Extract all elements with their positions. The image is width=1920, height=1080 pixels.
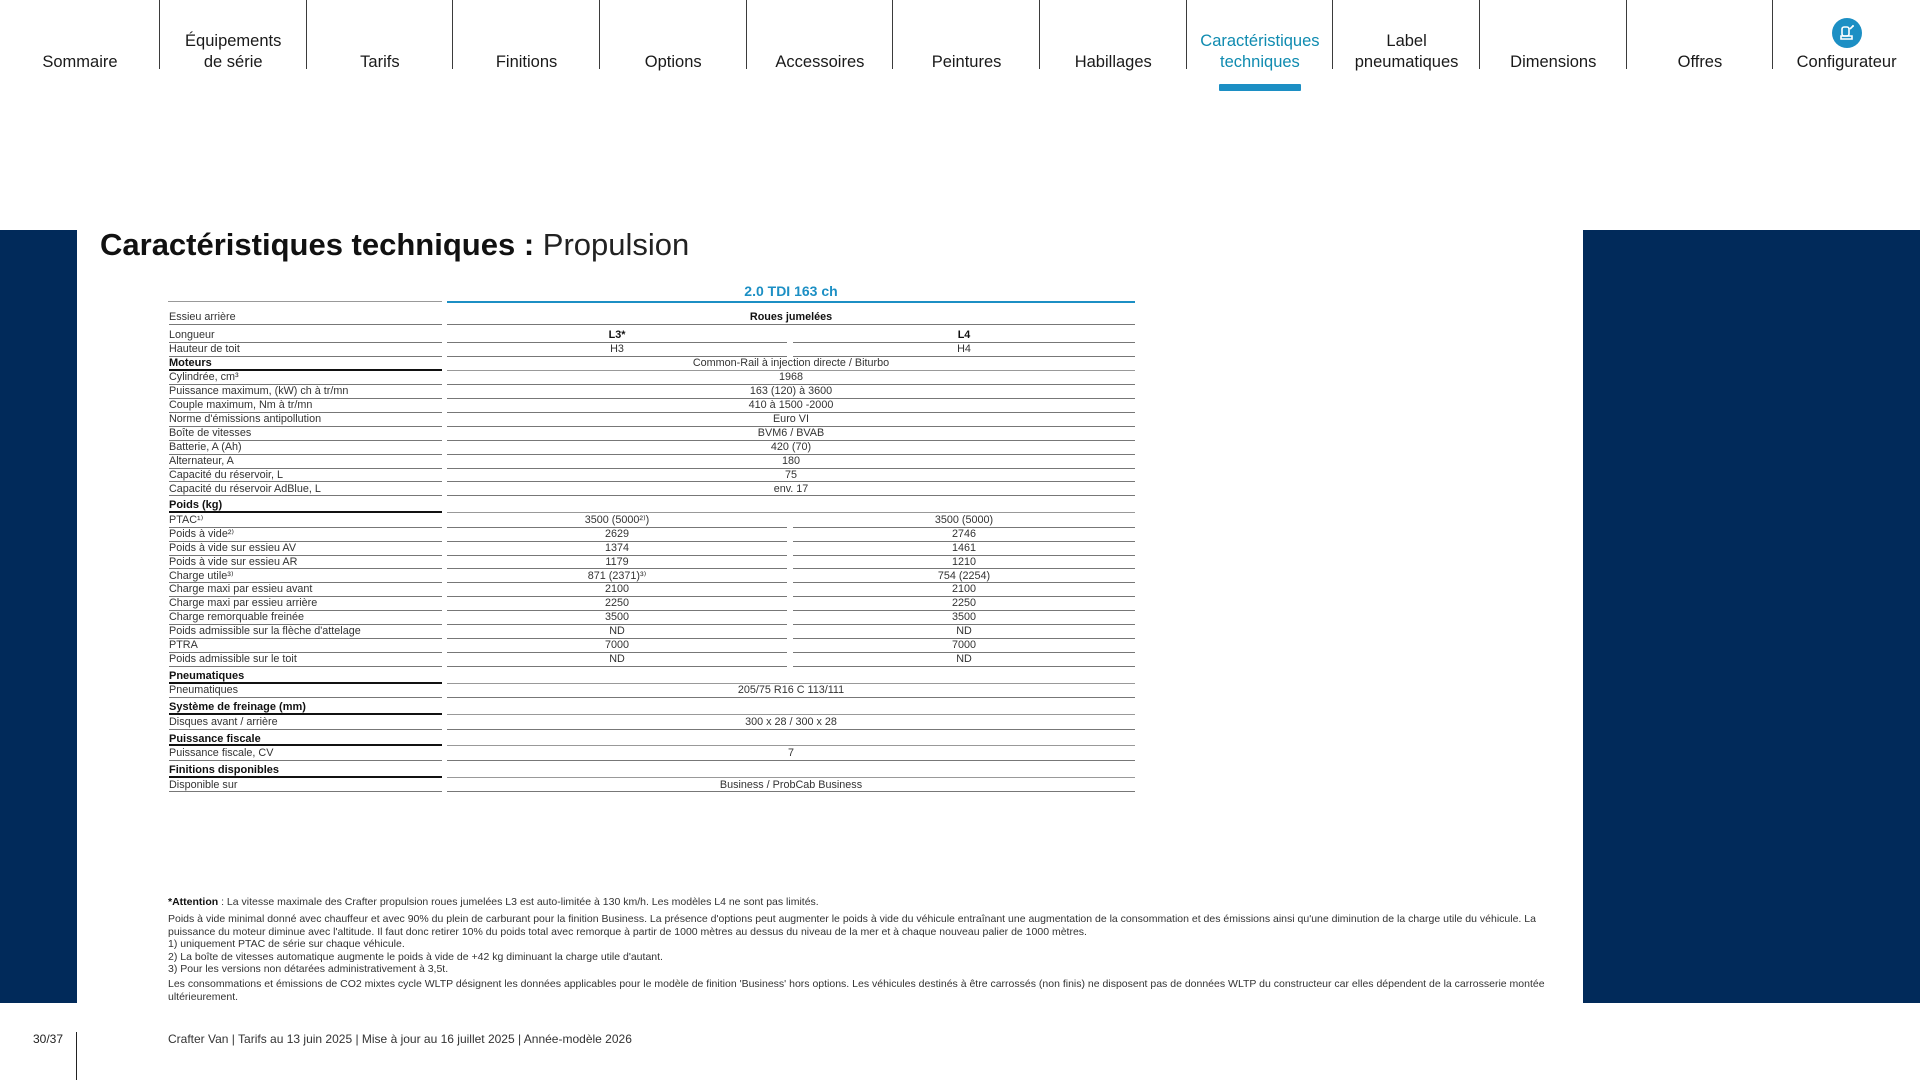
nav-label-line2: Peintures	[931, 53, 1002, 71]
nav-equipements-de-serie[interactable]	[160, 0, 307, 100]
nav-label-line1: Caractéristiques	[1200, 32, 1320, 50]
spec-label: Pneumatiques	[169, 670, 442, 684]
spec-value-l3: L3*	[447, 329, 787, 343]
spec-label: Couple maximum, Nm à tr/mn	[169, 399, 442, 413]
spec-row	[168, 385, 1140, 399]
spec-value-l3: 1374	[447, 542, 787, 556]
nav-separator	[1772, 0, 1773, 69]
spec-label: Hauteur de toit	[169, 343, 442, 357]
spec-value	[447, 499, 1135, 513]
spec-value-l4: L4	[793, 329, 1135, 343]
label-column-top-rule	[168, 301, 442, 302]
nav-sommaire[interactable]	[0, 0, 160, 100]
spec-label: Puissance maximum, (kW) ch à tr/mn	[169, 385, 442, 399]
spec-value-l3: ND	[447, 625, 787, 639]
spec-row	[168, 329, 1140, 343]
nav-separator	[1626, 0, 1627, 69]
nav-tarifs[interactable]	[307, 0, 454, 100]
nav-label-line2: Offres	[1677, 53, 1723, 71]
spec-label: Système de freinage (mm)	[169, 701, 442, 715]
nav-options[interactable]	[600, 0, 747, 100]
spec-value: Business / ProbCab Business	[447, 779, 1135, 793]
footnote-2: 2) La boîte de vitesses automatique augmente le poids à vide de +42 kg diminuant la charge utile d'autant.	[168, 950, 663, 963]
spec-value-l3: 871 (2371)³⁾	[447, 570, 787, 584]
spec-value: 1968	[447, 371, 1135, 385]
spec-label: Pneumatiques	[169, 684, 442, 698]
nav-label-line2: Habillages	[1074, 53, 1152, 71]
nav-dimensions[interactable]	[1480, 0, 1627, 100]
spec-row	[168, 570, 1140, 584]
spec-row	[168, 542, 1140, 556]
spec-label: Poids à vide sur essieu AV	[169, 542, 442, 556]
spec-label: Poids à vide²⁾	[169, 528, 442, 542]
footnote-3: 3) Pour les versions non détarées administrativement à 3,5t.	[168, 963, 449, 976]
footnote-1: 1) uniquement PTAC de série sur chaque véhicule.	[168, 938, 405, 951]
spec-label: Boîte de vitesses	[169, 427, 442, 441]
spec-value: Roues jumelées	[447, 308, 1135, 325]
spec-value: 410 à 1500 -2000	[447, 399, 1135, 413]
nav-label-line1: Label	[1386, 32, 1427, 50]
spec-value: 300 x 28 / 300 x 28	[447, 716, 1135, 730]
nav-separator	[1039, 0, 1040, 69]
spec-row	[168, 625, 1140, 639]
footnote-wltp: Les consommations et émissions de CO2 mixtes cycle WLTP désignent les données applicables pour le modèle de finition 'Business' hors options. Les véhicules destinés à être carrossés (non finis) ne disposent pas de données WLTP du constructeur car elles dépendent de la carrosserie montée ultérieurement.	[168, 978, 1545, 1003]
footer-caption: Crafter Van | Tarifs au 13 juin 2025 | Mise à jour au 16 juillet 2025 | Année-modèle 2026	[168, 1032, 632, 1046]
spec-row	[168, 483, 1140, 497]
nav-separator	[892, 0, 893, 69]
spec-label: Alternateur, A	[169, 455, 442, 469]
nav-label-line2: Options	[644, 53, 702, 71]
footnote-weight: Poids à vide minimal donné avec chauffeur et avec 90% du plein de carburant pour la finition Business. La présence d'options peut augmenter le poids à vide du véhicule entraînant une augmentation de la consommation et des émissions ainsi qu'une diminution de la charge utile du véhicule. La puissance du moteur diminue avec l'altitude. Il faut donc retirer 10% du poids total avec remorque à partir de 1000 mètres au dessus du niveau de la mer et à chaque nouveau palier de 1000 mètres.	[168, 913, 1536, 938]
nav-finitions[interactable]	[453, 0, 600, 100]
spec-label: Poids (kg)	[169, 499, 442, 513]
spec-label: Charge utile³⁾	[169, 570, 442, 584]
attention-text: : La vitesse maximale des Crafter propulsion roues jumelées L3 est auto-limitée à 130 km/h. Les modèles L4 ne sont pas limités.	[218, 896, 819, 908]
spec-value-l4: 754 (2254)	[793, 570, 1135, 584]
spec-label: Puissance fiscale	[169, 733, 442, 747]
spec-value: 420 (70)	[447, 441, 1135, 455]
spec-row	[168, 653, 1140, 667]
spec-row	[168, 343, 1140, 357]
active-tab-indicator	[1219, 84, 1301, 91]
spec-section-row	[168, 733, 1140, 747]
spec-value-l3: 3500	[447, 611, 787, 625]
spec-value-l4: 2250	[793, 597, 1135, 611]
spec-label: Cylindrée, cm³	[169, 371, 442, 385]
top-navigation	[0, 0, 1920, 100]
spec-value-l4: 3500	[793, 611, 1135, 625]
page-title-bold: Caractéristiques techniques :	[100, 227, 535, 262]
nav-separator	[1332, 0, 1333, 69]
nav-caracteristiques-techniques[interactable]	[1187, 0, 1334, 100]
nav-label-line2: Dimensions	[1510, 53, 1597, 71]
spec-label: Poids à vide sur essieu AR	[169, 556, 442, 570]
spec-label: Charge maxi par essieu avant	[169, 583, 442, 597]
footnote-block	[168, 913, 1558, 975]
spec-row	[168, 413, 1140, 427]
engine-header: 2.0 TDI 163 ch	[447, 280, 1135, 303]
spec-label: Poids admissible sur le toit	[169, 653, 442, 667]
spec-value-l4: ND	[793, 653, 1135, 667]
spec-row	[168, 556, 1140, 570]
spec-value: env. 17	[447, 483, 1135, 497]
nav-label-line2: Accessoires	[775, 53, 865, 71]
nav-separator	[452, 0, 453, 69]
spec-value: Euro VI	[447, 413, 1135, 427]
spec-label: Capacité du réservoir, L	[169, 469, 442, 483]
nav-label-line2: techniques	[1220, 53, 1300, 71]
spec-row	[168, 639, 1140, 653]
spec-value-l4: 1461	[793, 542, 1135, 556]
nav-peintures[interactable]	[893, 0, 1040, 100]
right-accent-band	[1583, 230, 1920, 1003]
spec-value-l4: ND	[793, 625, 1135, 639]
nav-accessoires[interactable]	[747, 0, 894, 100]
spec-value: Common-Rail à injection directe / Biturbo	[447, 357, 1135, 371]
spec-row	[168, 371, 1140, 385]
spec-value-l3: 2629	[447, 528, 787, 542]
spec-row	[168, 597, 1140, 611]
nav-configurateur[interactable]	[1773, 0, 1920, 100]
spec-value: 205/75 R16 C 113/111	[447, 684, 1135, 698]
spec-label: Charge maxi par essieu arrière	[169, 597, 442, 611]
nav-label-pneumatiques[interactable]	[1333, 0, 1480, 100]
spec-value: 163 (120) à 3600	[447, 385, 1135, 399]
footer-divider	[76, 1032, 77, 1080]
nav-label-line2: de série	[203, 53, 263, 71]
spec-row	[168, 455, 1140, 469]
spec-row	[168, 399, 1140, 413]
nav-separator	[306, 0, 307, 69]
spec-value-l3: 1179	[447, 556, 787, 570]
spec-row	[168, 611, 1140, 625]
spec-row	[168, 684, 1140, 698]
spec-row	[168, 441, 1140, 455]
page-title	[100, 225, 689, 265]
spec-value-l3: 7000	[447, 639, 787, 653]
nav-habillages[interactable]	[1040, 0, 1187, 100]
spec-row	[168, 308, 1140, 325]
nav-label-line2: Tarifs	[360, 53, 400, 71]
spec-value	[447, 764, 1135, 778]
spec-value-l3: 3500 (5000²⁾)	[447, 514, 787, 528]
nav-separator	[599, 0, 600, 69]
nav-offres[interactable]	[1627, 0, 1774, 100]
spec-label: Capacité du réservoir AdBlue, L	[169, 483, 442, 497]
page-number: 30/37	[33, 1032, 64, 1046]
page-title-light: Propulsion	[542, 227, 690, 262]
spec-value-l4: H4	[793, 343, 1135, 357]
spec-value-l4: 2746	[793, 528, 1135, 542]
spec-section-row	[168, 701, 1140, 715]
spec-label: Finitions disponibles	[169, 764, 442, 778]
spec-row	[168, 469, 1140, 483]
spec-label: Batterie, A (Ah)	[169, 441, 442, 455]
nav-label-line2: Configurateur	[1796, 53, 1897, 71]
spec-row	[168, 583, 1140, 597]
spec-section-row	[168, 499, 1140, 513]
spec-value-l3: H3	[447, 343, 787, 357]
spec-value-l4: 2100	[793, 583, 1135, 597]
footnotes	[168, 896, 1558, 1008]
spec-label: Longueur	[169, 329, 442, 343]
spec-value-l3: 2100	[447, 583, 787, 597]
attention-note	[168, 896, 1558, 908]
spec-section-row	[168, 357, 1140, 371]
left-accent-band	[0, 230, 77, 1003]
spec-value-l3: 2250	[447, 597, 787, 611]
car-seat-icon-svg	[1838, 24, 1856, 42]
spec-value: BVM6 / BVAB	[447, 427, 1135, 441]
spec-row	[168, 716, 1140, 730]
spec-label: Disponible sur	[169, 779, 442, 793]
spec-label: Disques avant / arrière	[169, 716, 442, 730]
spec-value: 7	[447, 747, 1135, 761]
spec-section-row	[168, 764, 1140, 778]
spec-row	[168, 779, 1140, 793]
spec-section-row	[168, 670, 1140, 684]
spec-label: Norme d'émissions antipollution	[169, 413, 442, 427]
spec-value	[447, 733, 1135, 747]
nav-separator	[1479, 0, 1480, 69]
spec-value-l4: 3500 (5000)	[793, 514, 1135, 528]
nav-label-line1: Équipements	[185, 32, 282, 50]
spec-value-l4: 7000	[793, 639, 1135, 653]
spec-row	[168, 514, 1140, 528]
spec-value-l3: ND	[447, 653, 787, 667]
spec-value	[447, 670, 1135, 684]
spec-row	[168, 747, 1140, 761]
nav-label-line2: pneumatiques	[1354, 53, 1459, 71]
nav-label-line2: Sommaire	[42, 53, 118, 71]
attention-label: *Attention	[168, 896, 219, 908]
spec-label: PTAC¹⁾	[169, 514, 442, 528]
spec-label: Charge remorquable freinée	[169, 611, 442, 625]
spec-row	[168, 528, 1140, 542]
car-seat-icon[interactable]	[1832, 18, 1862, 48]
spec-label: Moteurs	[169, 357, 442, 371]
spec-value-l4: 1210	[793, 556, 1135, 570]
nav-separator	[159, 0, 160, 69]
spec-label: Poids admissible sur la flèche d'attelage	[169, 625, 442, 639]
nav-separator	[746, 0, 747, 69]
spec-label: Puissance fiscale, CV	[169, 747, 442, 761]
spec-label: Essieu arrière	[169, 308, 442, 325]
nav-label-line2: Finitions	[495, 53, 558, 71]
spec-row	[168, 427, 1140, 441]
spec-label: PTRA	[169, 639, 442, 653]
nav-separator	[1186, 0, 1187, 69]
spec-value: 180	[447, 455, 1135, 469]
spec-value: 75	[447, 469, 1135, 483]
spec-value	[447, 701, 1135, 715]
